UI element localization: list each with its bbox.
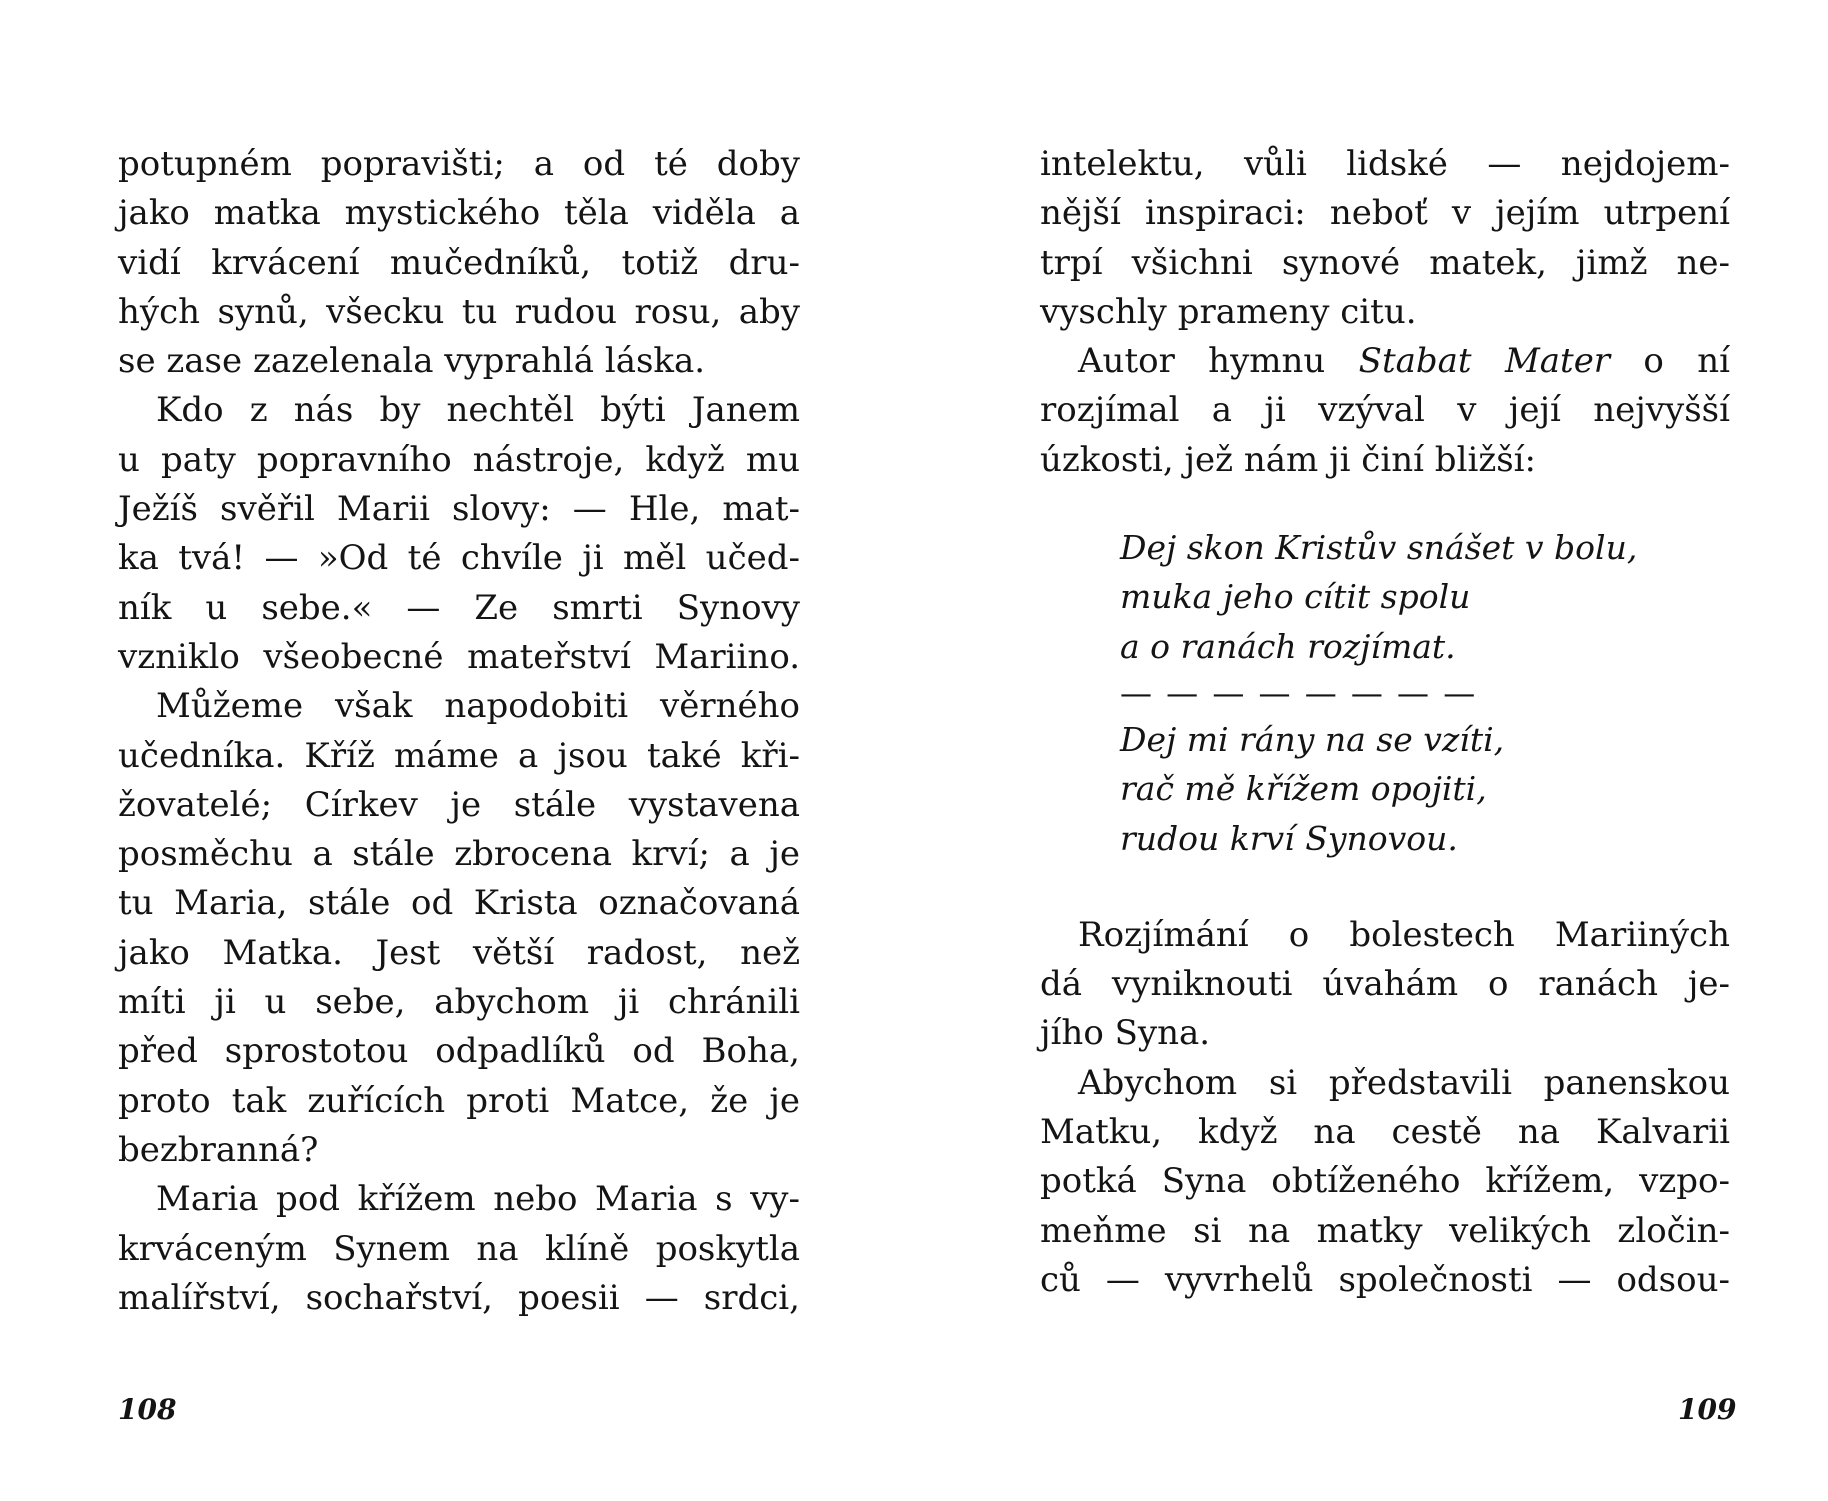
hymn-title: Stabat Mater bbox=[1358, 341, 1611, 382]
text-line: jako Matka. Jest větší radost, než bbox=[118, 932, 800, 973]
verse-line: Dej mi rány na se vzíti, bbox=[1120, 719, 1505, 759]
hymn-intro-after: o ní bbox=[1610, 341, 1730, 382]
text-line: malířství, sochařství, poesii — srdci, bbox=[118, 1277, 800, 1318]
text-line: Maria pod křížem nebo Maria s vy- bbox=[156, 1179, 800, 1220]
text-line: u paty popravního nástroje, když mu bbox=[118, 439, 800, 480]
text-line: vidí krvácení mučedníků, totiž dru- bbox=[118, 242, 800, 283]
text-line: Můžeme však napodobiti věrného bbox=[156, 686, 800, 727]
text-line: dá vyniknouti úvahám o ranách je- bbox=[1040, 964, 1730, 1005]
right-page bbox=[1040, 140, 1730, 1305]
text-line: Rozjímání o bolestech Mariiných bbox=[1078, 914, 1730, 955]
text-line: ka tvá! — »Od té chvíle ji měl učed- bbox=[118, 538, 800, 579]
text-line: Ježíš svěřil Marii slovy: — Hle, mat- bbox=[118, 489, 800, 530]
verse-line: Dej skon Kristův snášet v bolu, bbox=[1120, 528, 1638, 568]
text-line: rozjímal a ji vzýval v její nejvyšší bbox=[1040, 390, 1730, 431]
verse-line: rač mě křížem opojiti, bbox=[1120, 769, 1487, 809]
text-line: potká Syna obtíženého křížem, vzpo- bbox=[1040, 1161, 1730, 1202]
text-line: hých synů, všecku tu rudou rosu, aby bbox=[118, 291, 800, 332]
text-line: intelektu, vůli lidské — nejdojem- bbox=[1040, 144, 1730, 184]
left-page bbox=[118, 140, 800, 1323]
text-line: krváceným Synem na klíně poskytla bbox=[118, 1228, 800, 1269]
text-line: posměchu a stále zbrocena krví; a je bbox=[118, 834, 800, 875]
text-line: jako matka mystického těla viděla a bbox=[118, 193, 800, 234]
verse-spacer bbox=[1040, 485, 1730, 523]
page-number-right: 109 bbox=[1678, 1393, 1737, 1426]
text-line: učedníka. Kříž máme a jsou také kři- bbox=[118, 735, 800, 776]
text-line: bezbranná? bbox=[118, 1129, 319, 1170]
verse-spacer bbox=[1040, 863, 1730, 911]
text-line: Matku, když na cestě na Kalvarii bbox=[1040, 1112, 1730, 1153]
text-line: ník u sebe.« — Ze smrti Synovy bbox=[118, 587, 800, 628]
text-line: vzniklo všeobecné mateřství Mariino. bbox=[118, 636, 800, 677]
text-line: potupném popravišti; a od té doby bbox=[118, 144, 800, 184]
text-line: Abychom si představili panenskou bbox=[1078, 1062, 1730, 1103]
verse-line: rudou krví Synovou. bbox=[1120, 818, 1458, 858]
text-line: nější inspiraci: neboť v jejím utrpení bbox=[1040, 193, 1730, 234]
text-line: Kdo z nás by nechtěl býti Janem bbox=[156, 390, 800, 431]
text-line: se zase zazelenala vyprahlá láska. bbox=[118, 341, 706, 382]
text-line: úzkosti, jež nám ji činí bližší: bbox=[1040, 439, 1537, 480]
text-line: meňme si na matky velikých zločin- bbox=[1040, 1210, 1730, 1251]
text-line: vyschly prameny citu. bbox=[1040, 291, 1417, 332]
hymn-intro-line bbox=[1040, 337, 1730, 386]
verse-separator: — — — — — — — — bbox=[1120, 673, 1478, 712]
text-line: žovatelé; Církev je stále vystavena bbox=[118, 784, 800, 825]
text-line: míti ji u sebe, abychom ji chránili bbox=[118, 982, 800, 1023]
page-number-left: 108 bbox=[118, 1393, 177, 1426]
text-line: ců — vyvrhelů společnosti — odsou- bbox=[1040, 1259, 1730, 1300]
verse-line: a o ranách rozjímat. bbox=[1120, 626, 1456, 666]
text-line: trpí všichni synové matek, jimž ne- bbox=[1040, 242, 1730, 283]
text-line: před sprostotou odpadlíků od Boha, bbox=[118, 1031, 800, 1072]
hymn-intro-before: Autor hymnu bbox=[1078, 341, 1359, 382]
text-line: tu Maria, stále od Krista označovaná bbox=[118, 883, 800, 924]
verse-line: muka jeho cítit spolu bbox=[1120, 577, 1471, 617]
text-line: proto tak zuřících proti Matce, že je bbox=[118, 1080, 800, 1121]
text-line: jího Syna. bbox=[1040, 1013, 1211, 1054]
verse-block bbox=[1040, 523, 1730, 863]
